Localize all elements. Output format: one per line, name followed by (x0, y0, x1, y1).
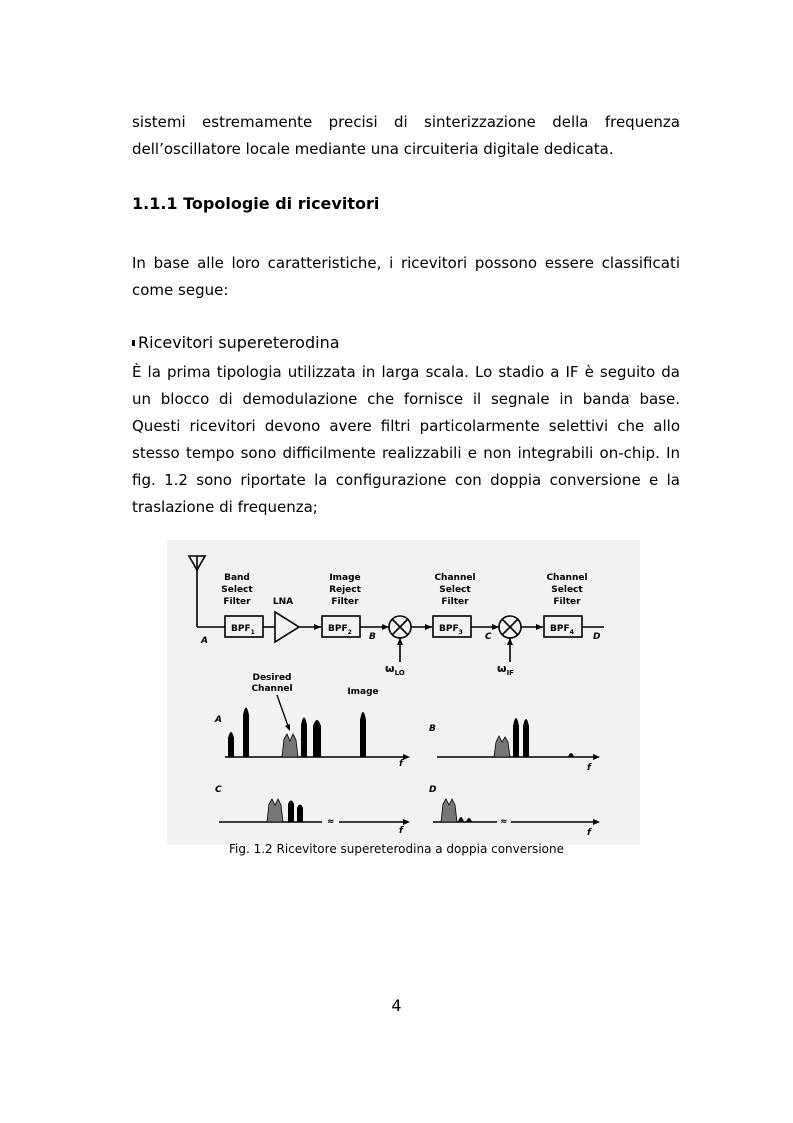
subheading-text: Ricevitori supereterodina (138, 333, 340, 352)
band-filter-label-1: Band (224, 573, 250, 583)
node-b-label: B (369, 632, 376, 642)
svg-text:BPF3 (439, 624, 463, 636)
paragraph-line: come segue: (132, 281, 229, 299)
spectrum-a-label: A (215, 715, 222, 725)
desired-channel-label-2: Channel (251, 684, 293, 694)
paragraph-line: sistemi estremamente precisi di sinterizzazione della frequenza (132, 113, 680, 131)
node-c-label: C (485, 632, 492, 642)
section-heading: 1.1.1 Topologie di ricevitori (132, 194, 380, 213)
bpf3-label: BPF (439, 624, 459, 634)
svg-text:ωIF (497, 662, 514, 677)
svg-text:BPF4 (550, 624, 574, 636)
desired-channel-label-1: Desired (252, 673, 292, 683)
receiver-diagram-svg (167, 540, 640, 845)
spectrum-d-desired-channel (441, 799, 457, 822)
bpf2-subscript: 2 (347, 629, 352, 636)
spectrum-c-axis-label: f (399, 826, 403, 836)
bpf2-label: BPF (328, 624, 348, 634)
spectrum-d-break: ≈ (500, 817, 508, 827)
spectrum-b-axis-label: f (587, 763, 591, 773)
if-subscript: IF (506, 669, 514, 677)
spectrum-b-peaks (513, 718, 574, 757)
node-a-label: A (201, 636, 208, 646)
image-label: Image (347, 687, 379, 697)
svg-text:BPF1 (231, 624, 255, 636)
spectrum-c-break: ≈ (327, 817, 335, 827)
svg-text:BPF2 (328, 624, 352, 636)
node-d-label: D (593, 632, 601, 642)
if-omega: ω (497, 662, 507, 675)
band-filter-label-2: Select (221, 585, 253, 595)
spectrum-b-desired-channel (494, 736, 510, 757)
channel-filter-2-label-2: Select (551, 585, 583, 595)
channel-filter-1-label-3: Filter (441, 597, 469, 607)
paragraph-line: In base alle loro caratteristiche, i ricevitori possono essere classificati (132, 254, 680, 272)
figure-caption: Fig. 1.2 Ricevitore supereterodina a doppia conversione (229, 842, 564, 856)
lna-label: LNA (272, 597, 294, 607)
bpf4-label: BPF (550, 624, 570, 634)
figure-receiver-diagram (167, 540, 640, 845)
channel-filter-1-label-2: Select (439, 585, 471, 595)
spectrum-d-axis-label: f (587, 828, 591, 838)
band-filter-label-3: Filter (223, 597, 251, 607)
bpf3-subscript: 3 (458, 629, 463, 636)
lo-omega: ω (385, 662, 395, 675)
svg-text:ωLO (385, 662, 405, 677)
page-number: 4 (391, 996, 402, 1015)
lna-amplifier (275, 612, 299, 642)
image-filter-label-1: Image (329, 573, 361, 583)
bpf1-subscript: 1 (250, 629, 255, 636)
paragraph: È la prima tipologia utilizzata in larga scala. Lo stadio a IF è seguito da un blocco di demodulazione che fornisce il segnale in banda base. Questi ricevitori devono avere filtri particolarmente selettivi che allo stesso tempo sono difficilmente realizzabili e non integrabili on-chip. In fig. 1.2 sono riportate la configurazione con doppia conversione e la traslazione di frequenza; (132, 363, 680, 516)
bullet-icon (132, 340, 135, 346)
paragraph-line: dell’oscillatore locale mediante una circuiteria digitale dedicata. (132, 140, 614, 158)
image-filter-label-3: Filter (331, 597, 359, 607)
bpf1-label: BPF (231, 624, 251, 634)
spectrum-c-desired-channel (267, 799, 283, 822)
channel-filter-2-label-3: Filter (553, 597, 581, 607)
bpf4-subscript: 4 (569, 629, 574, 636)
channel-filter-1-label-1: Channel (434, 573, 476, 583)
channel-filter-2-label-1: Channel (546, 573, 588, 583)
image-filter-label-2: Reject (329, 585, 361, 595)
spectrum-d-label: D (429, 785, 437, 795)
spectrum-c-peaks (288, 801, 303, 823)
lo-subscript: LO (394, 669, 405, 677)
spectrum-b-label: B (429, 724, 436, 734)
spectrum-a-axis-label: f (399, 759, 403, 769)
spectrum-c-label: C (215, 785, 222, 795)
subheading (132, 333, 340, 352)
spectrum-a-desired-channel (282, 734, 298, 757)
